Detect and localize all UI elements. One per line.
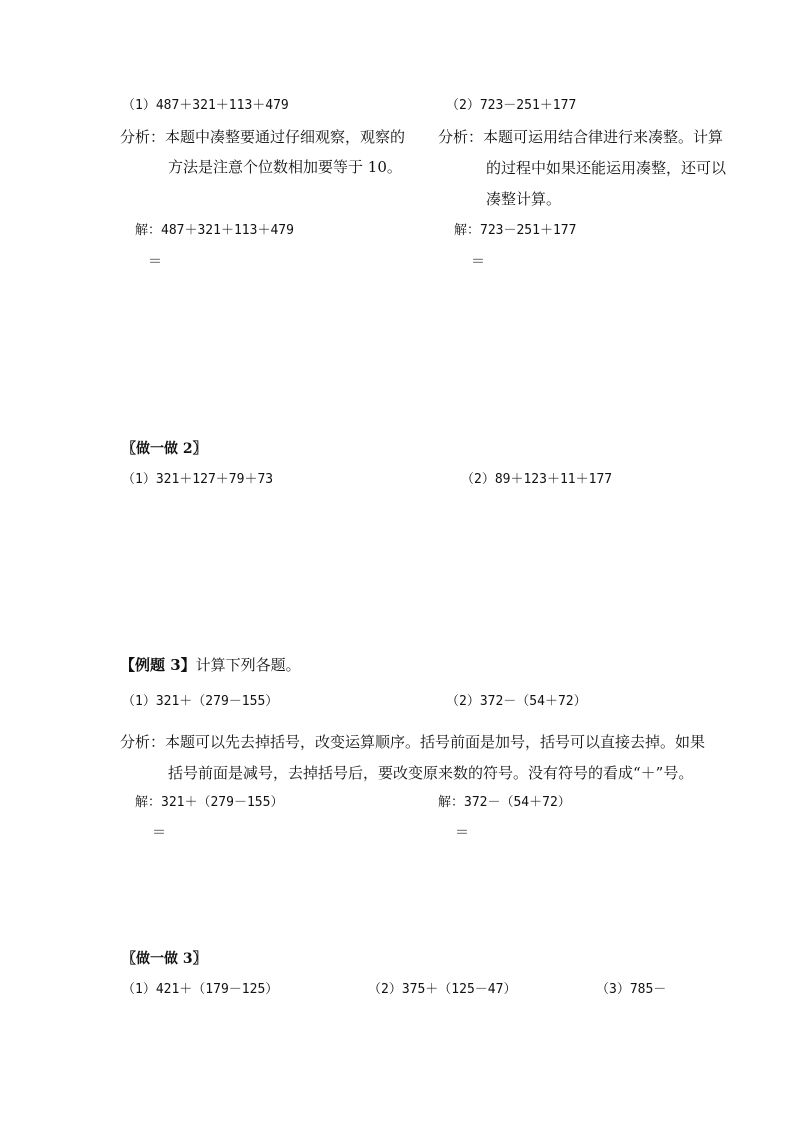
- ex2-right-analysis-line-3: 凑整计算。: [486, 190, 562, 208]
- ex2-question-1: （1）487＋321＋113＋479: [122, 98, 289, 113]
- ex2-question-2: （2）723－251＋177: [446, 98, 577, 113]
- practice-2-question-2: （2）89＋123＋11＋177: [461, 472, 613, 487]
- practice-3-question-2: （2）375＋（125－47）: [368, 982, 517, 997]
- ex3-analysis-line-2: 括号前面是减号，去掉括号后，要改变原来数的符号。没有符号的看成“＋”号。: [168, 764, 694, 782]
- practice-2-title: 〖做一做 2〗: [122, 441, 207, 457]
- ex3-analysis-line-1: 分析：本题可以先去掉括号，改变运算顺序。括号前面是加号，括号可以直接去掉。如果: [120, 733, 706, 751]
- ex2-right-analysis-line-1: 分析：本题可运用结合律进行来凑整。计算: [438, 128, 724, 146]
- ex2-left-analysis-line-1: 分析：本题中凑整要通过仔细观察，观察的: [120, 128, 406, 146]
- ex2-equals-left: ＝: [148, 254, 162, 270]
- ex2-solution-left: 解：487＋321＋113＋479: [135, 223, 294, 238]
- ex2-right-analysis-line-2: 的过程中如果还能运用凑整，还可以: [486, 159, 727, 177]
- ex2-solution-right: 解：723－251＋177: [454, 223, 577, 238]
- practice-3-question-1: （1）421＋（179－125）: [122, 982, 279, 997]
- ex2-equals-right: ＝: [471, 254, 485, 270]
- ex2-left-analysis-line-2: 方法是注意个位数相加要等于 10。: [168, 158, 402, 176]
- ex3-question-1: （1）321＋（279－155）: [122, 694, 279, 709]
- ex3-question-2: （2）372－（54＋72）: [446, 694, 587, 709]
- practice-3-title: 〖做一做 3〗: [122, 951, 207, 967]
- ex3-equals-left: ＝: [152, 825, 166, 841]
- ex3-equals-right: ＝: [455, 825, 469, 841]
- example-3-title: 【例题 3】: [120, 656, 196, 674]
- ex3-solution-right: 解：372－（54＋72）: [438, 795, 571, 810]
- example-3-prompt: 计算下列各题。: [195, 656, 301, 674]
- ex3-solution-left: 解：321＋（279－155）: [135, 795, 284, 810]
- example-3-header: [120, 654, 301, 676]
- practice-3-question-3: （3）785－: [596, 982, 667, 997]
- practice-2-question-1: （1）321＋127＋79＋73: [122, 472, 274, 487]
